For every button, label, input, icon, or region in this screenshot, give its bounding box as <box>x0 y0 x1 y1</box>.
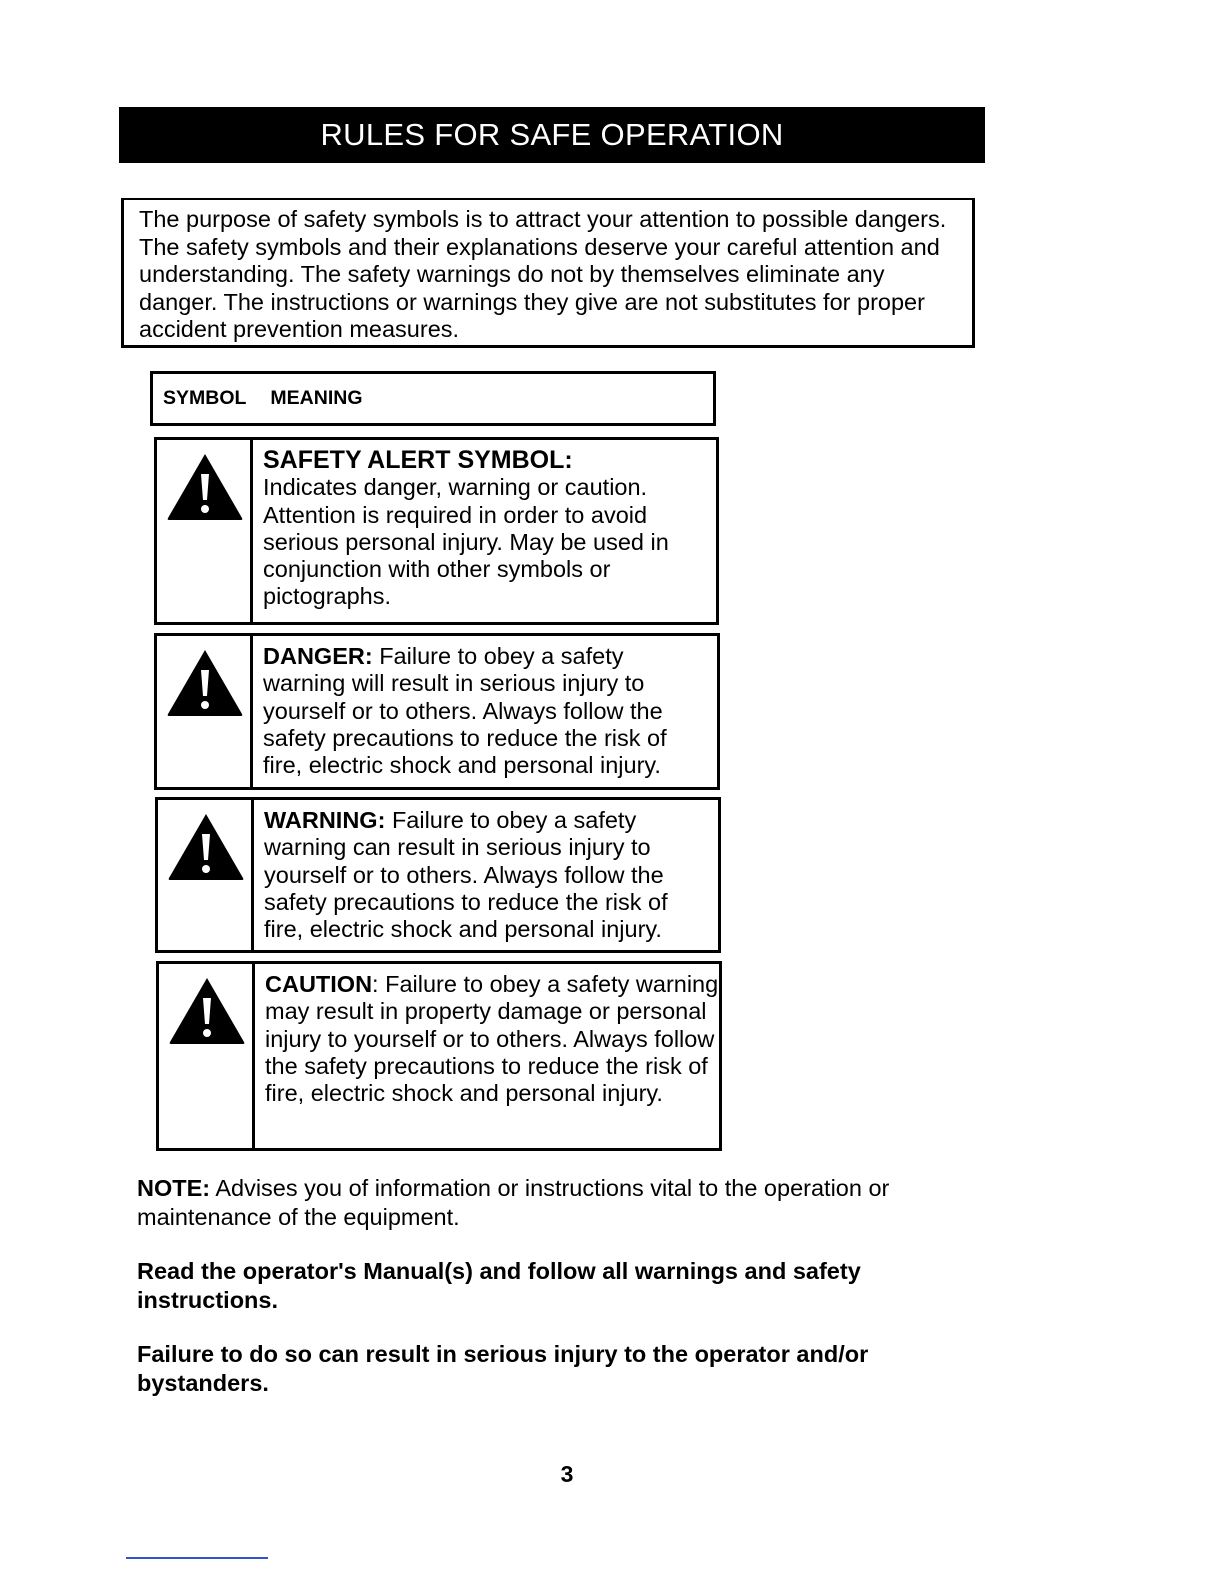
page-number: 3 <box>560 1461 574 1487</box>
meaning-cell <box>255 964 719 1148</box>
symbol-row-safety-alert <box>154 437 719 625</box>
symbol-cell <box>158 800 254 950</box>
page-title: RULES FOR SAFE OPERATION <box>119 107 985 163</box>
symbol-row-danger <box>154 633 720 790</box>
meaning-cell <box>253 636 703 787</box>
safety-alert-label: SAFETY ALERT SYMBOL: <box>263 446 573 474</box>
warning-text: Failure to obey a safety warning can result in serious injury to yourself or to others. Always follow the safety precautions to reduce the risk of fire, electric shock and personal injury. <box>264 807 668 943</box>
symbol-cell <box>157 440 253 622</box>
intro-box <box>121 198 975 348</box>
safety-alert-text: Indicates danger, warning or caution. Attention is required in order to avoid serious personal injury. May be used in conjunction with other symbols or pictographs. <box>263 474 669 610</box>
danger-label: DANGER: <box>263 643 373 669</box>
intro-text: The purpose of safety symbols is to attract your attention to possible dangers. The safety symbols and their explanations deserve your careful attention and understanding. The safety warnings do not by themselves eliminate any danger. The instructions or warnings they give are not substitutes for proper accident prevention measures. <box>139 206 947 342</box>
read-manual-paragraph: Read the operator's Manual(s) and follow all warnings and safety instructions. <box>137 1258 861 1313</box>
footer-line <box>126 1557 268 1559</box>
warning-label: WARNING: <box>264 807 386 833</box>
caution-text: : Failure to obey a safety warning may result in property damage or personal injury to yourself or to others. Always follow the safety precautions to reduce the risk of fire, electric shock and personal injury. <box>265 971 719 1107</box>
warning-triangle-icon <box>165 646 245 718</box>
meaning-column-header: MEANING <box>270 387 363 409</box>
warning-triangle-icon <box>166 810 246 882</box>
note-paragraph <box>137 1174 977 1231</box>
caution-label: CAUTION <box>265 971 373 997</box>
symbol-cell <box>159 964 255 1148</box>
symbol-table-header <box>150 371 716 426</box>
symbol-row-warning <box>155 797 721 953</box>
note-text: Advises you of information or instructions vital to the operation or maintenance of the equipment. <box>137 1175 890 1230</box>
note-label: NOTE: <box>137 1175 211 1201</box>
symbol-row-caution <box>156 961 722 1151</box>
meaning-cell <box>253 440 703 622</box>
warning-triangle-icon <box>167 974 247 1046</box>
meaning-cell <box>254 800 704 950</box>
symbol-column-header: SYMBOL <box>163 387 247 409</box>
warning-triangle-icon <box>165 450 245 522</box>
symbol-cell <box>157 636 253 787</box>
danger-text: Failure to obey a safety warning will result in serious injury to yourself or to others. Always follow the safety precautions to reduce the risk of fire, electric shock and personal injury. <box>263 643 667 779</box>
failure-warning-paragraph: Failure to do so can result in serious injury to the operator and/or bystanders. <box>137 1341 869 1396</box>
